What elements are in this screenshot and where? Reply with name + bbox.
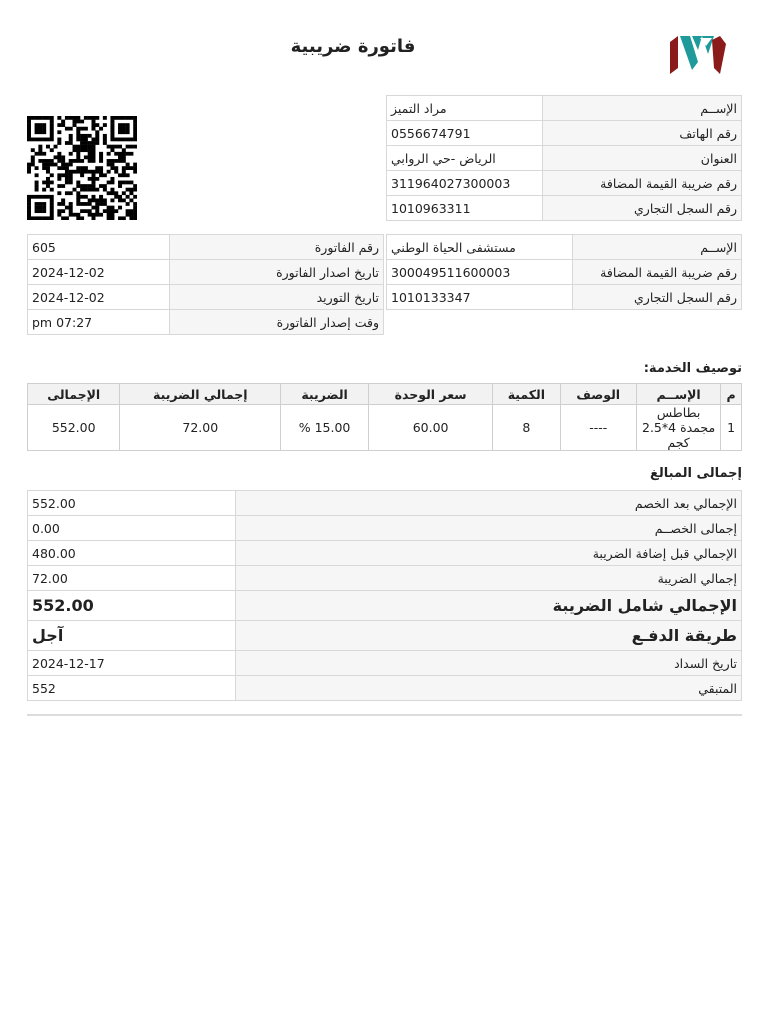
- invoice-info-row-value: 2024-12-02: [28, 260, 170, 285]
- item-unit-price: 60.00: [368, 405, 492, 451]
- seller-row: [387, 121, 742, 146]
- invoice-info-row-label: وقت إصدار الفاتورة: [170, 310, 384, 335]
- due-row: [28, 676, 742, 701]
- item-qty: 8: [493, 405, 560, 451]
- item-name: بطاطس مجمدة 4*2.5 كجم: [636, 405, 720, 451]
- invoice-info-row: [28, 310, 384, 335]
- invoice-info-row-value: 605: [28, 235, 170, 260]
- invoice-info-row-label: تاريخ اصدار الفاتورة: [170, 260, 384, 285]
- totals-row-value: 552.00: [28, 491, 236, 516]
- item-tax-total: 72.00: [120, 405, 281, 451]
- buyer-row-value: مستشفى الحياة الوطني: [387, 235, 573, 260]
- items-column-header: سعر الوحدة: [368, 384, 492, 405]
- seller-info-table: [386, 95, 742, 221]
- grand-total-row: [28, 591, 742, 621]
- totals-row: [28, 566, 742, 591]
- totals-section-title: إجمالى المبالغ: [650, 466, 742, 481]
- totals-row-label: الإجمالي بعد الخصم: [236, 491, 742, 516]
- items-row: [28, 405, 742, 451]
- item-no: 1: [721, 405, 742, 451]
- totals-row: [28, 541, 742, 566]
- seller-row: [387, 196, 742, 221]
- invoice-info-row-label: تاريخ التوريد: [170, 285, 384, 310]
- items-header-row: [28, 384, 742, 405]
- buyer-row: [387, 285, 742, 310]
- totals-row-value: 480.00: [28, 541, 236, 566]
- seller-row: [387, 171, 742, 196]
- buyer-info-table: [386, 234, 742, 310]
- invoice-info-row: [28, 260, 384, 285]
- buyer-row-label: الإســم: [573, 235, 742, 260]
- due-row: [28, 651, 742, 676]
- seller-row: [387, 146, 742, 171]
- buyer-row-value: 1010133347: [387, 285, 573, 310]
- buyer-row-value: 300049511600003: [387, 260, 573, 285]
- seller-row-label: رقم ضريبة القيمة المضافة: [543, 171, 742, 196]
- totals-table: [27, 490, 742, 701]
- totals-row-label: الإجمالي قبل إضافة الضريبة: [236, 541, 742, 566]
- grand-total-row-value: 552.00: [28, 591, 236, 621]
- invoice-info-row: [28, 235, 384, 260]
- seller-row-label: رقم الهاتف: [543, 121, 742, 146]
- item-total: 552.00: [28, 405, 120, 451]
- totals-row-label: إجمالي الضريبة: [236, 566, 742, 591]
- seller-row-value: مراد التميز: [387, 96, 543, 121]
- items-column-header: م: [721, 384, 742, 405]
- items-column-header: الضريبة: [281, 384, 369, 405]
- invoice-info-row-value: 2024-12-02: [28, 285, 170, 310]
- items-column-header: الإجمالى: [28, 384, 120, 405]
- items-column-header: إجمالي الضريبة: [120, 384, 281, 405]
- invoice-info-row-label: رقم الفاتورة: [170, 235, 384, 260]
- invoice-info-row: [28, 285, 384, 310]
- invoice-info-table: [27, 234, 384, 335]
- seller-row-label: الإســم: [543, 96, 742, 121]
- totals-row: [28, 491, 742, 516]
- buyer-row-label: رقم السجل التجاري: [573, 285, 742, 310]
- buyer-row-label: رقم ضريبة القيمة المضافة: [573, 260, 742, 285]
- payment-method-row-label: طريقة الدفـع: [236, 621, 742, 651]
- buyer-row: [387, 260, 742, 285]
- due-row-value: 552: [28, 676, 236, 701]
- due-row-value: 2024-12-17: [28, 651, 236, 676]
- seller-row-value: الرياض -حي الروابي: [387, 146, 543, 171]
- item-desc: ----: [560, 405, 636, 451]
- buyer-row: [387, 235, 742, 260]
- item-tax: 15.00 %: [281, 405, 369, 451]
- totals-row-value: 0.00: [28, 516, 236, 541]
- seller-row-label: العنوان: [543, 146, 742, 171]
- seller-row-value: 1010963311: [387, 196, 543, 221]
- totals-row-value: 72.00: [28, 566, 236, 591]
- due-row-label: المتبقي: [236, 676, 742, 701]
- invoice-info-row-value: pm 07:27: [28, 310, 170, 335]
- payment-method-row-value: آجل: [28, 621, 236, 651]
- items-column-header: الإســم: [636, 384, 720, 405]
- items-column-header: الكمية: [493, 384, 560, 405]
- items-table: [27, 383, 742, 451]
- seller-row: [387, 96, 742, 121]
- items-column-header: الوصف: [560, 384, 636, 405]
- grand-total-row-label: الإجمالي شامل الضريبة: [236, 591, 742, 621]
- invoice-title: فاتورة ضريبية: [290, 36, 416, 57]
- due-row-label: تاريخ السداد: [236, 651, 742, 676]
- totals-row-label: إجمالى الخصــم: [236, 516, 742, 541]
- seller-row-value: 311964027300003: [387, 171, 543, 196]
- company-logo: [668, 34, 726, 74]
- service-section-title: توصيف الخدمة:: [643, 361, 742, 376]
- totals-row: [28, 516, 742, 541]
- payment-method-row: [28, 621, 742, 651]
- seller-row-value: 0556674791: [387, 121, 543, 146]
- seller-row-label: رقم السجل التجاري: [543, 196, 742, 221]
- qr-code: [27, 116, 137, 220]
- bottom-divider: [27, 714, 742, 716]
